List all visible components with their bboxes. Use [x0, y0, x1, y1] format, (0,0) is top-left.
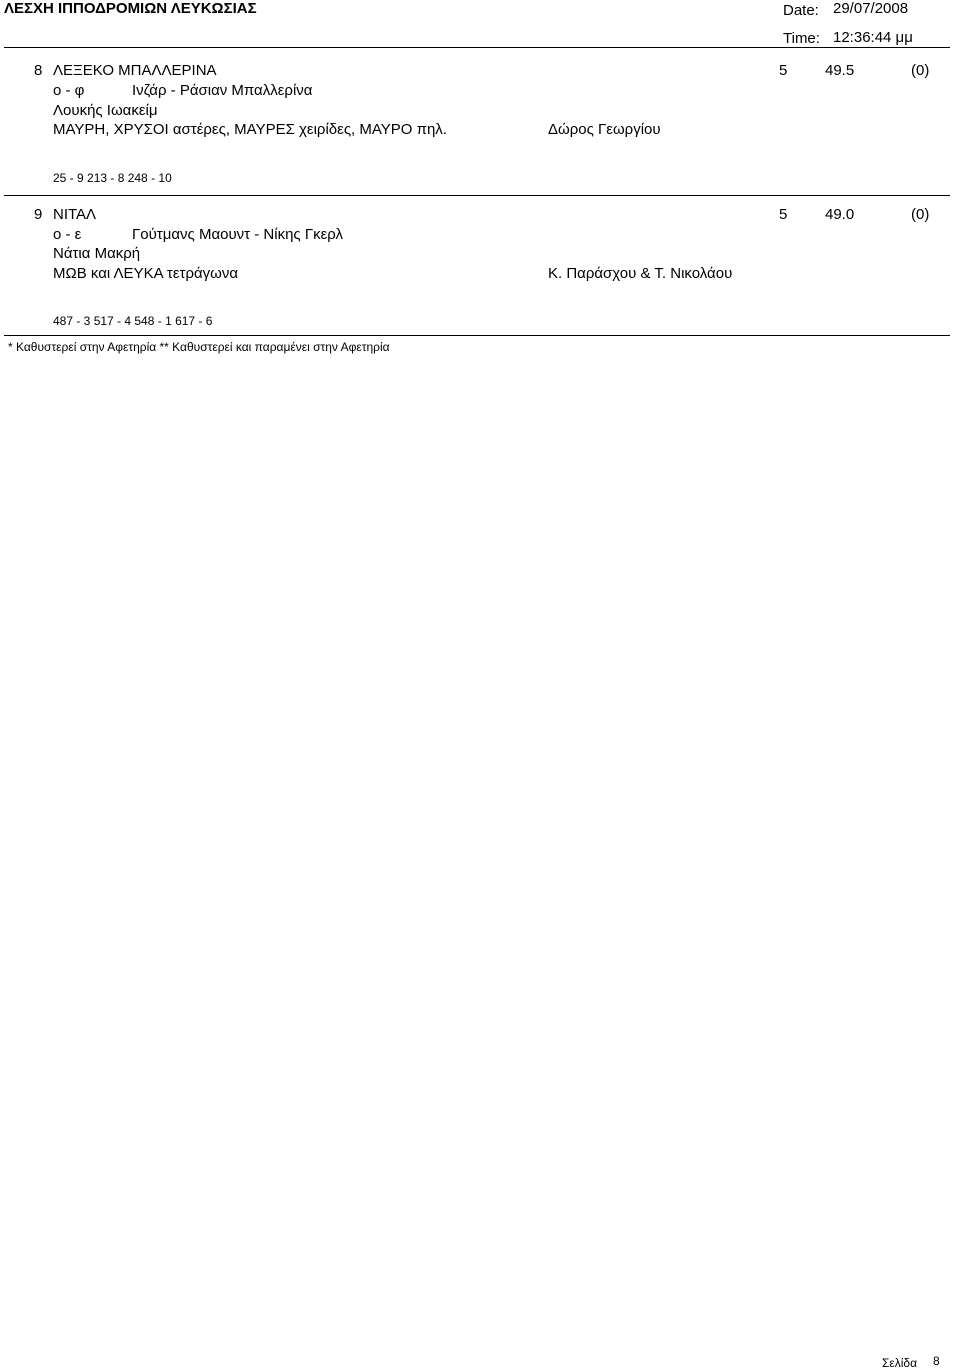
racing-colours: ΜΑΥΡΗ, ΧΡΥΣΟΙ αστέρες, ΜΑΥΡΕΣ χειρίδες, ΜΑΥΡΟ πηλ.: [53, 121, 447, 138]
horse-name: ΝΙΤΑΛ: [53, 206, 97, 223]
entry-number: 9: [34, 206, 43, 223]
pedigree: Γούτμανς Μαουντ - Νίκης Γκερλ: [132, 226, 344, 243]
time-value: 12:36:44 μμ: [833, 29, 913, 46]
owner-name: Νάτια Μακρή: [53, 245, 141, 262]
page-label: Σελίδα: [882, 1356, 918, 1370]
recent-form: 487 - 3 517 - 4 548 - 1 617 - 6: [53, 314, 213, 328]
sex-code: ο - ε: [53, 226, 82, 243]
owner-name: Λουκής Ιωακείμ: [53, 102, 158, 119]
trainer-name: Κ. Παράσχου & Τ. Νικολάου: [548, 265, 733, 282]
pedigree: Ινζάρ - Ράσιαν Μπαλλερίνα: [132, 82, 313, 99]
page-number: 8: [933, 1354, 940, 1368]
footnote-divider: [4, 335, 950, 336]
time-label: Time:: [783, 30, 820, 47]
horse-age: 5: [779, 206, 788, 223]
footnote-legend: * Καθυστερεί στην Αφετηρία ** Καθυστερεί και παραμένει στην Αφετηρία: [8, 340, 390, 354]
entry-number: 8: [34, 62, 43, 79]
sex-code: ο - φ: [53, 82, 85, 99]
weight-allowance: (0): [911, 62, 930, 79]
recent-form: 25 - 9 213 - 8 248 - 10: [53, 171, 172, 185]
trainer-name: Δώρος Γεωργίου: [548, 121, 661, 138]
weight-allowance: (0): [911, 206, 930, 223]
horse-weight: 49.5: [825, 62, 855, 79]
entry-divider: [4, 195, 950, 196]
date-value: 29/07/2008: [833, 0, 909, 17]
date-label: Date:: [783, 2, 819, 19]
horse-weight: 49.0: [825, 206, 855, 223]
horse-age: 5: [779, 62, 788, 79]
racing-colours: ΜΩΒ και ΛΕΥΚΑ τετράγωνα: [53, 265, 239, 282]
page-title: ΛΕΣΧΗ ΙΠΠΟΔΡΟΜΙΩΝ ΛΕΥΚΩΣΙΑΣ: [4, 0, 257, 17]
header-divider: [4, 47, 950, 48]
horse-name: ΛΕΞΕΚΟ ΜΠΑΛΛΕΡΙΝΑ: [53, 62, 217, 79]
